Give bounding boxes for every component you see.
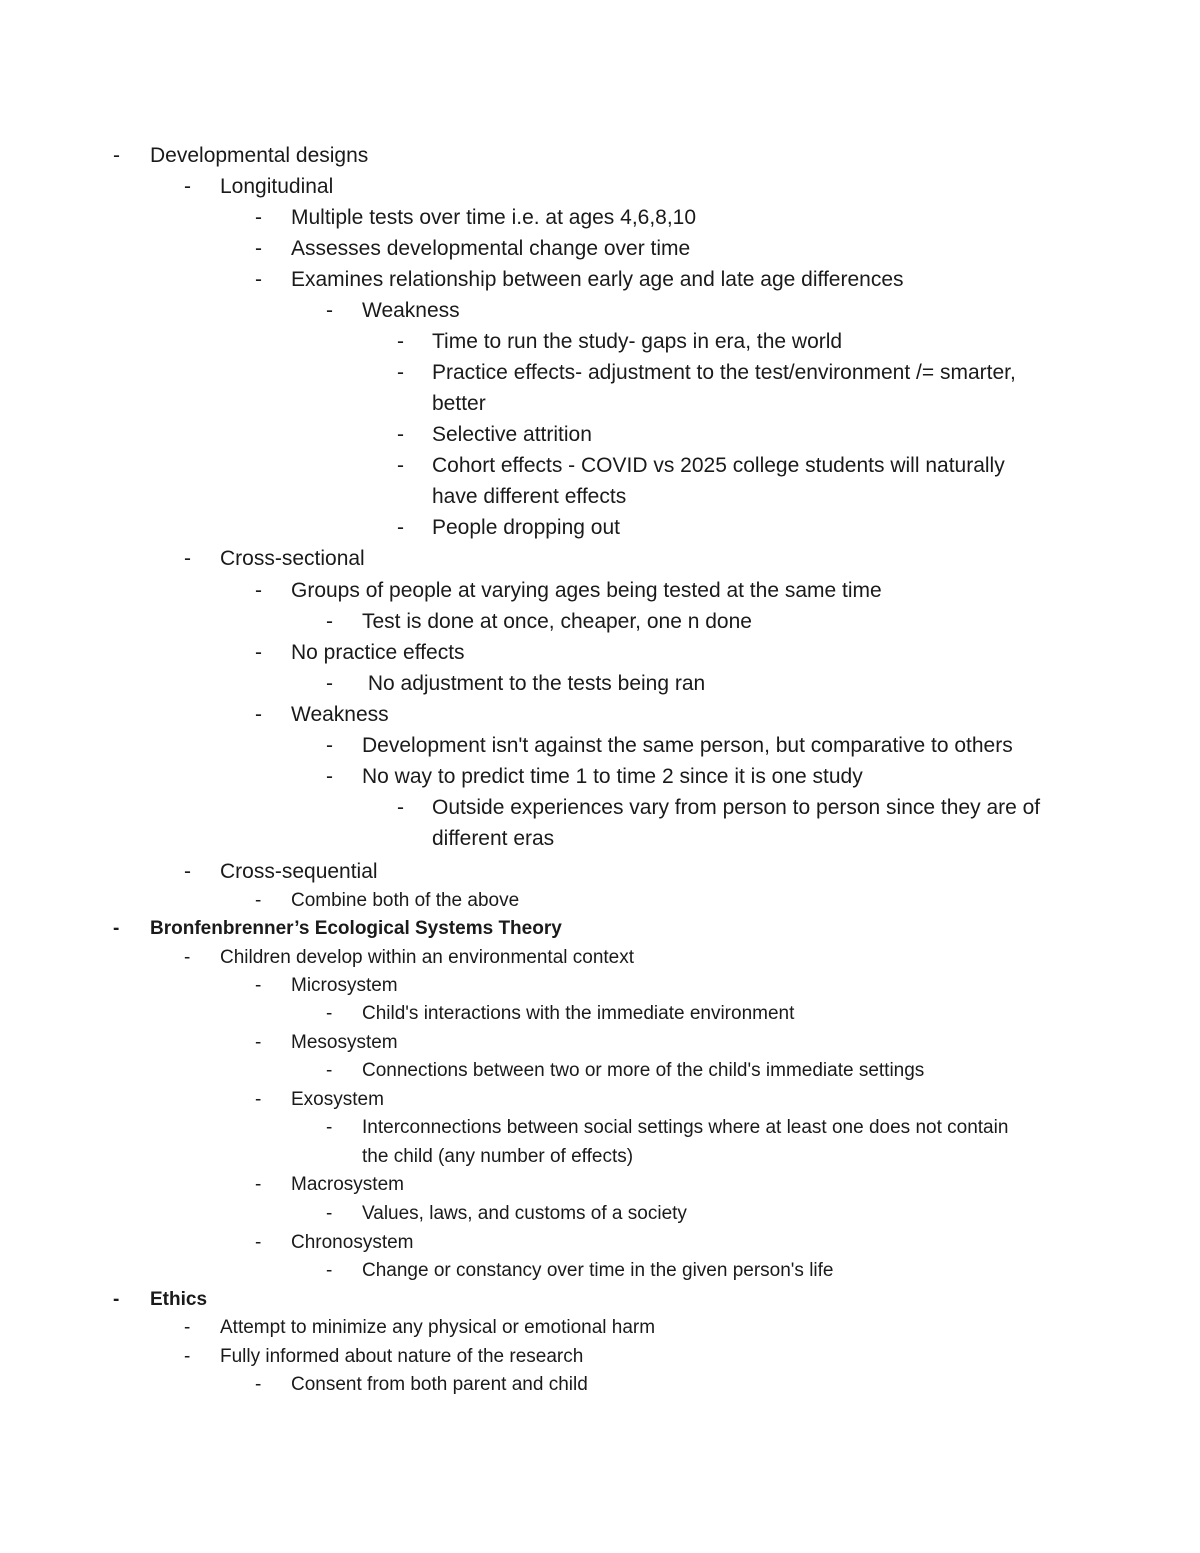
outline-text: Multiple tests over time i.e. at ages 4,6,8,10 (291, 206, 697, 229)
bullet-dash: - (255, 1032, 262, 1053)
bullet-dash: - (255, 1089, 262, 1110)
bullet-dash: - (255, 268, 262, 291)
outline-text: Values, laws, and customs of a society (362, 1203, 687, 1224)
bullet-dash: - (113, 1289, 120, 1310)
outline-text: Weakness (362, 299, 460, 322)
outline-text: Practice effects- adjustment to the test/environment /= smarter, better (432, 361, 1016, 415)
outline-text: Cohort effects - COVID vs 2025 college students will naturally have different effects (432, 454, 1005, 508)
bullet-dash: - (184, 947, 191, 968)
bullet-dash: - (184, 1346, 191, 1367)
outline-text: Developmental designs (150, 144, 369, 167)
outline-text: Ethics (150, 1289, 208, 1310)
outline-text: No way to predict time 1 to time 2 since it is one study (362, 765, 863, 788)
outline-text: Outside experiences vary from person to person since they are of different eras (432, 796, 1041, 850)
bullet-dash: - (255, 641, 262, 664)
bullet-dash: - (326, 734, 333, 757)
bullet-dash: - (184, 175, 191, 198)
outline-text: Child's interactions with the immediate environment (362, 1003, 795, 1024)
bullet-dash: - (255, 1174, 262, 1195)
bullet-dash: - (397, 454, 404, 477)
outline-text: Groups of people at varying ages being tested at the same time (291, 579, 882, 602)
outline-text: Microsystem (291, 975, 398, 996)
bullet-dash: - (255, 890, 262, 911)
outline-text: Longitudinal (220, 175, 334, 198)
bullet-dash: - (397, 423, 404, 446)
outline-text: Combine both of the above (291, 890, 520, 911)
outline-text: Cross-sequential (220, 860, 378, 883)
bullet-dash: - (113, 144, 120, 167)
bullet-dash: - (255, 206, 262, 229)
bullet-dash: - (397, 516, 404, 539)
bullet-dash: - (255, 975, 262, 996)
bullet-dash: - (326, 1260, 333, 1281)
bullet-dash: - (326, 299, 333, 322)
outline-text: Development isn't against the same person, but comparative to others (362, 734, 1013, 757)
outline-text: Test is done at once, cheaper, one n done (362, 610, 752, 633)
bullet-dash: - (397, 361, 404, 384)
outline-text: Weakness (291, 703, 389, 726)
bullet-dash: - (184, 547, 191, 570)
outline-text: Fully informed about nature of the research (220, 1346, 584, 1367)
outline-text: People dropping out (432, 516, 620, 539)
outline-text: Assesses developmental change over time (291, 237, 691, 260)
outline-text: Cross-sectional (220, 547, 365, 570)
outline-text: Exosystem (291, 1089, 384, 1110)
bullet-dash: - (255, 579, 262, 602)
bullet-dash: - (326, 672, 333, 695)
bullet-dash: - (184, 860, 191, 883)
bullet-dash: - (326, 1117, 333, 1138)
bullet-dash: - (397, 330, 404, 353)
outline-text: Consent from both parent and child (291, 1374, 588, 1395)
bullet-dash: - (326, 1203, 333, 1224)
outline-text: Examines relationship between early age and late age differences (291, 268, 904, 291)
bullet-dash: - (326, 1003, 333, 1024)
outline-text: Attempt to minimize any physical or emotional harm (220, 1317, 656, 1338)
outline-text: Connections between two or more of the child's immediate settings (362, 1060, 925, 1081)
outline-text: Macrosystem (291, 1174, 404, 1195)
bullet-dash: - (255, 237, 262, 260)
bullet-dash: - (255, 703, 262, 726)
bullet-dash: - (326, 1060, 333, 1081)
bullet-dash: - (184, 1317, 191, 1338)
outline-text: Change or constancy over time in the given person's life (362, 1260, 834, 1281)
outline-text: Time to run the study- gaps in era, the world (432, 330, 843, 353)
bullet-dash: - (326, 765, 333, 788)
bullet-dash: - (397, 796, 404, 819)
outline-text: Selective attrition (432, 423, 592, 446)
bullet-dash: - (326, 610, 333, 633)
outline-text: Interconnections between social settings where at least one does not contain the child (any number of effects) (362, 1117, 1009, 1167)
bullet-dash: - (113, 918, 120, 939)
outline-text: Children develop within an environmental context (220, 947, 635, 968)
outline-text: No practice effects (291, 641, 465, 664)
bullet-dash: - (255, 1374, 262, 1395)
outline-text: Bronfenbrenner’s Ecological Systems Theory (150, 918, 562, 939)
outline-text: Chronosystem (291, 1232, 414, 1253)
outline-text: No adjustment to the tests being ran (362, 672, 706, 695)
bullet-dash: - (255, 1232, 262, 1253)
outline-text: Mesosystem (291, 1032, 398, 1053)
